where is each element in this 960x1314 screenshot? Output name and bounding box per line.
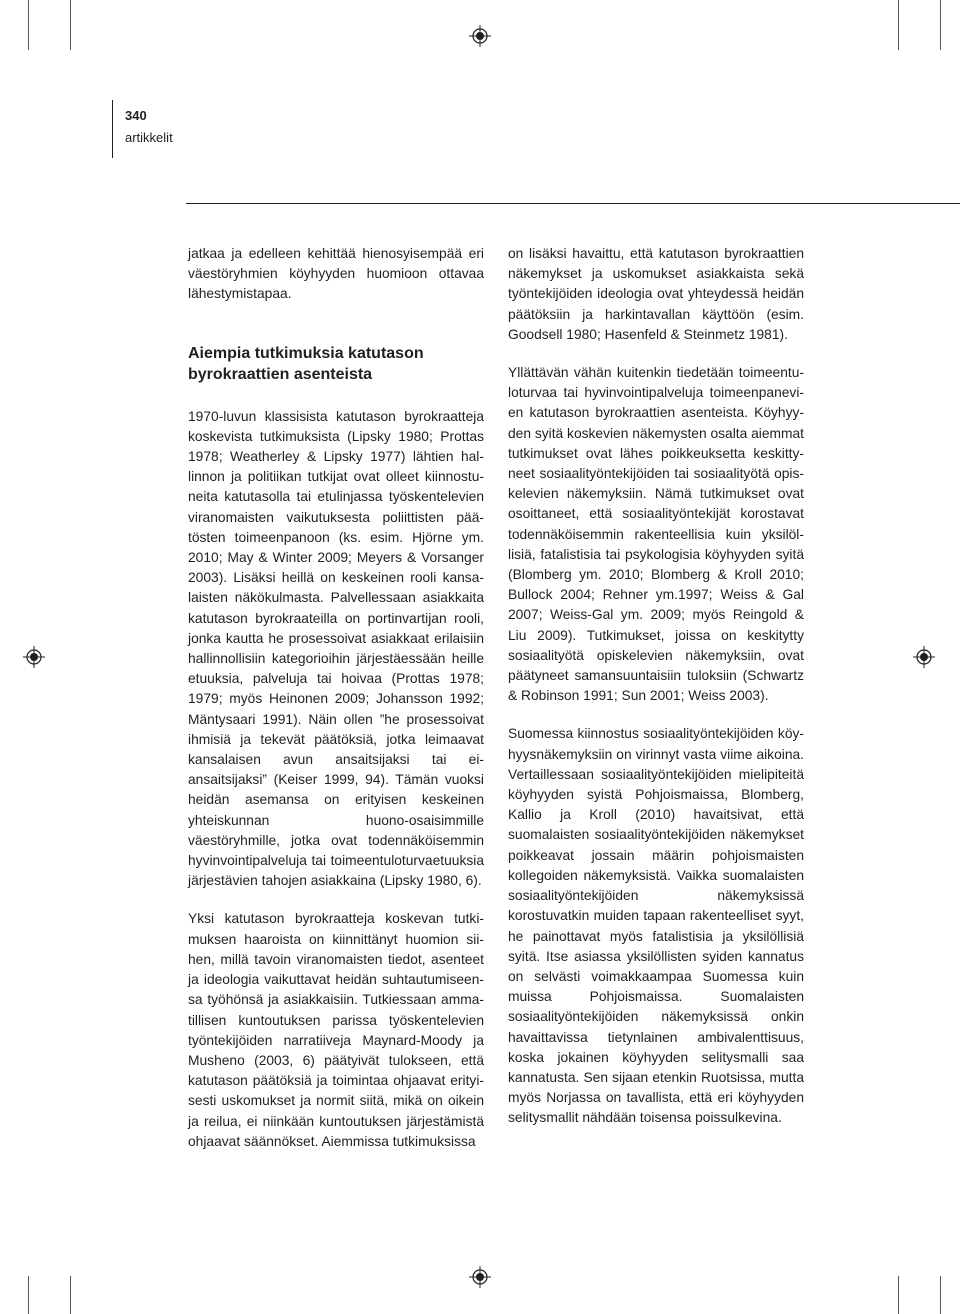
page-number: 340 (125, 108, 147, 123)
registration-mark-icon (23, 646, 45, 668)
crop-mark-bottom-left (28, 1276, 29, 1314)
registration-mark-icon (469, 1266, 491, 1288)
intro-paragraph: jatkaa ja edelleen kehittää hienosyisempää eri väestöryhmien köyhyyden huomioon ottavaa lähestymistapaa. (188, 246, 484, 302)
body-paragraph: 1970-luvun klassisista katutason byrokraatteja koskevista tutkimuksista (Lipsky 1980; Prottas 1978; Weatherley & Lipsky 1977) lähtien hallinnon ja politiikan tutkijat ovat olleet kiinnostuneita katutasolla tai etulinjassa työskentelevien viranomaisten vaikutuksesta poliittisten päätösten toimeenpanoon (ks. esim. Hjörne ym. 2010; May & Winter 2009; Meyers & Vorsanger 2003). Lisäksi heillä on keskeinen rooli kansalaisten näkökulmasta. Palvellessaan asiakkaita katutason byrokraateilla on portinvartijan rooli, jonka kautta he prosessoivat asiakkaat erilaisiin hallinnollisiin kategorioihin järjestäessään heille etuuksia, palveluja tai hoivaa (Prottas 1978; 1979; myös Heinonen 2009; Johansson 1992; Mäntysaari 1991). Näin ollen ”he prosessoivat ihmisiä ja tekevät päätöksiä, jotka leimaavat kansalaisen avun ansaitsijaksi tai ei-ansaitsijaksi” (Keiser 1999, 94). Tämän vuoksi heidän asemansa on erityisen keskeinen yhteiskunnan huono-osaisimmille väestöryhmille, jotka ovat todennäköisemmin hyvinvointipalveluja tai toimeentuloturvaetuuksia järjestävien tahojen asiakkaina (Lipsky 1980, 6). (188, 408, 484, 889)
crop-mark-top-left (28, 0, 29, 50)
crop-mark-top-right (898, 0, 899, 50)
crop-mark-top-right-2 (940, 0, 941, 50)
crop-mark-bottom-right-2 (940, 1276, 941, 1314)
crop-mark-bottom-right (898, 1276, 899, 1314)
body-paragraph: Yksi katutason byrokraatteja koskevan tutkimuksen haaroista on kiinnittänyt huomion siihen, millä tavoin viranomaisten tiedot, asenteet ja ideologia vaikuttavat heidän suhtautumiseensa työhönsä ja asiakkaisiin. Tutkiessaan ammatillisen kuntoutuksen parissa työskentelevien työntekijöiden narratiiveja Maynard-Moody ja Musheno (2003, 6) päätyivät tulokseen, että katutason päätöksiä ja toimintaa ohjaavat erityisesti uskomukset ja normit siitä, mikä on oikein ja reilua, ei niinkään kuntoutuksen järjestämistä ohjaavat säännökset. Aiemmissa tutkimuksissa (188, 911, 484, 1149)
left-column (188, 244, 484, 1152)
registration-mark-icon (469, 25, 491, 47)
header-rule (186, 203, 960, 204)
crop-mark-bottom-left-2 (70, 1276, 71, 1314)
right-column (508, 244, 804, 1129)
section-heading: Aiempia tutkimuksia katutason byrokraattien asenteista (188, 344, 424, 383)
running-head (112, 100, 173, 158)
body-paragraph: Yllättävän vähän kuitenkin tiedetään toimeentuloturvaa tai hyvinvointipalveluja toimeenpanevien katutason byrokraattien asenteista. Köyhyyden syitä koskevien näkemysten osalta aiemmat tutkimukset ovat lähes poikkeuksetta keskittyneet sosiaalityöntekijöiden tai sosiaalityötä opiskelevien näkemyksiin. Nämä tutkimukset ovat osoittaneet, että sosiaalityöntekijät korostavat todennäköisemmin rakenteellisia kuin yksilöllisiä, fatalistisia tai psykologisia köyhyyden syitä (Blomberg ym. 2010; Blomberg & Kroll 2010; Bullock 2004; Rehner ym.1997; Weiss & Gal 2007; Weiss-Gal ym. 2009; myös Reingold & Liu 2009). Tutkimukset, joissa on keskitytty sosiaalityötä opiskelevien näkemyksiin, ovat päätyneet samansuuntaisiin tuloksiin (Schwartz & Robinson 1991; Sun 2001; Weiss 2003). (508, 365, 805, 704)
body-paragraph: Suomessa kiinnostus sosiaalityöntekijöiden köyhyysnäkemyksiin on virinnyt vasta viime aikoina. Vertaillessaan sosiaalityöntekijöiden mielipiteitä köyhyyden syistä Pohjoismaissa, Blomberg, Kallio ja Kroll (2010) havaitsivat, että suomalaisten sosiaalityöntekijöiden näkemykset poikkeavat jossain määrin pohjoismaisten kollegoiden näkemyksistä. Vaikka suomalaisten sosiaalityöntekijöiden näkemyksissä korostuvatkin muiden tapaan rakenteelliset syyt, he painottavat myös fatalistisia ja yksilöllisiä syitä. Itse asiassa yksilöllisten syiden kannatus on selvästi voimakkaampaa Suomessa kuin muissa Pohjoismaissa. Suomalaisten sosiaalityöntekijöiden näkemyksissä onkin havaittavissa tietynlainen ambivalenttisuus, koska jokainen köyhyyden selitysmalli saa kannatusta. Sen sijaan etenkin Ruotsissa, mutta myös Norjassa on tavallista, että eri köyhyyden selitysmallit nähdään toisensa poissulkevina. (508, 726, 804, 1126)
section-label: artikkelit (125, 130, 173, 145)
registration-mark-icon (913, 646, 935, 668)
crop-mark-top-left-2 (70, 0, 71, 50)
body-paragraph: on lisäksi havaittu, että katutason byrokraattien näkemykset ja uskomukset asiakkaista sekä työntekijöiden ideologia ovat yhteydessä heidän päätöksiin ja harkintavallan käyttöön (esim. Goodsell 1980; Hasenfeld & Steinmetz 1981). (508, 246, 804, 342)
